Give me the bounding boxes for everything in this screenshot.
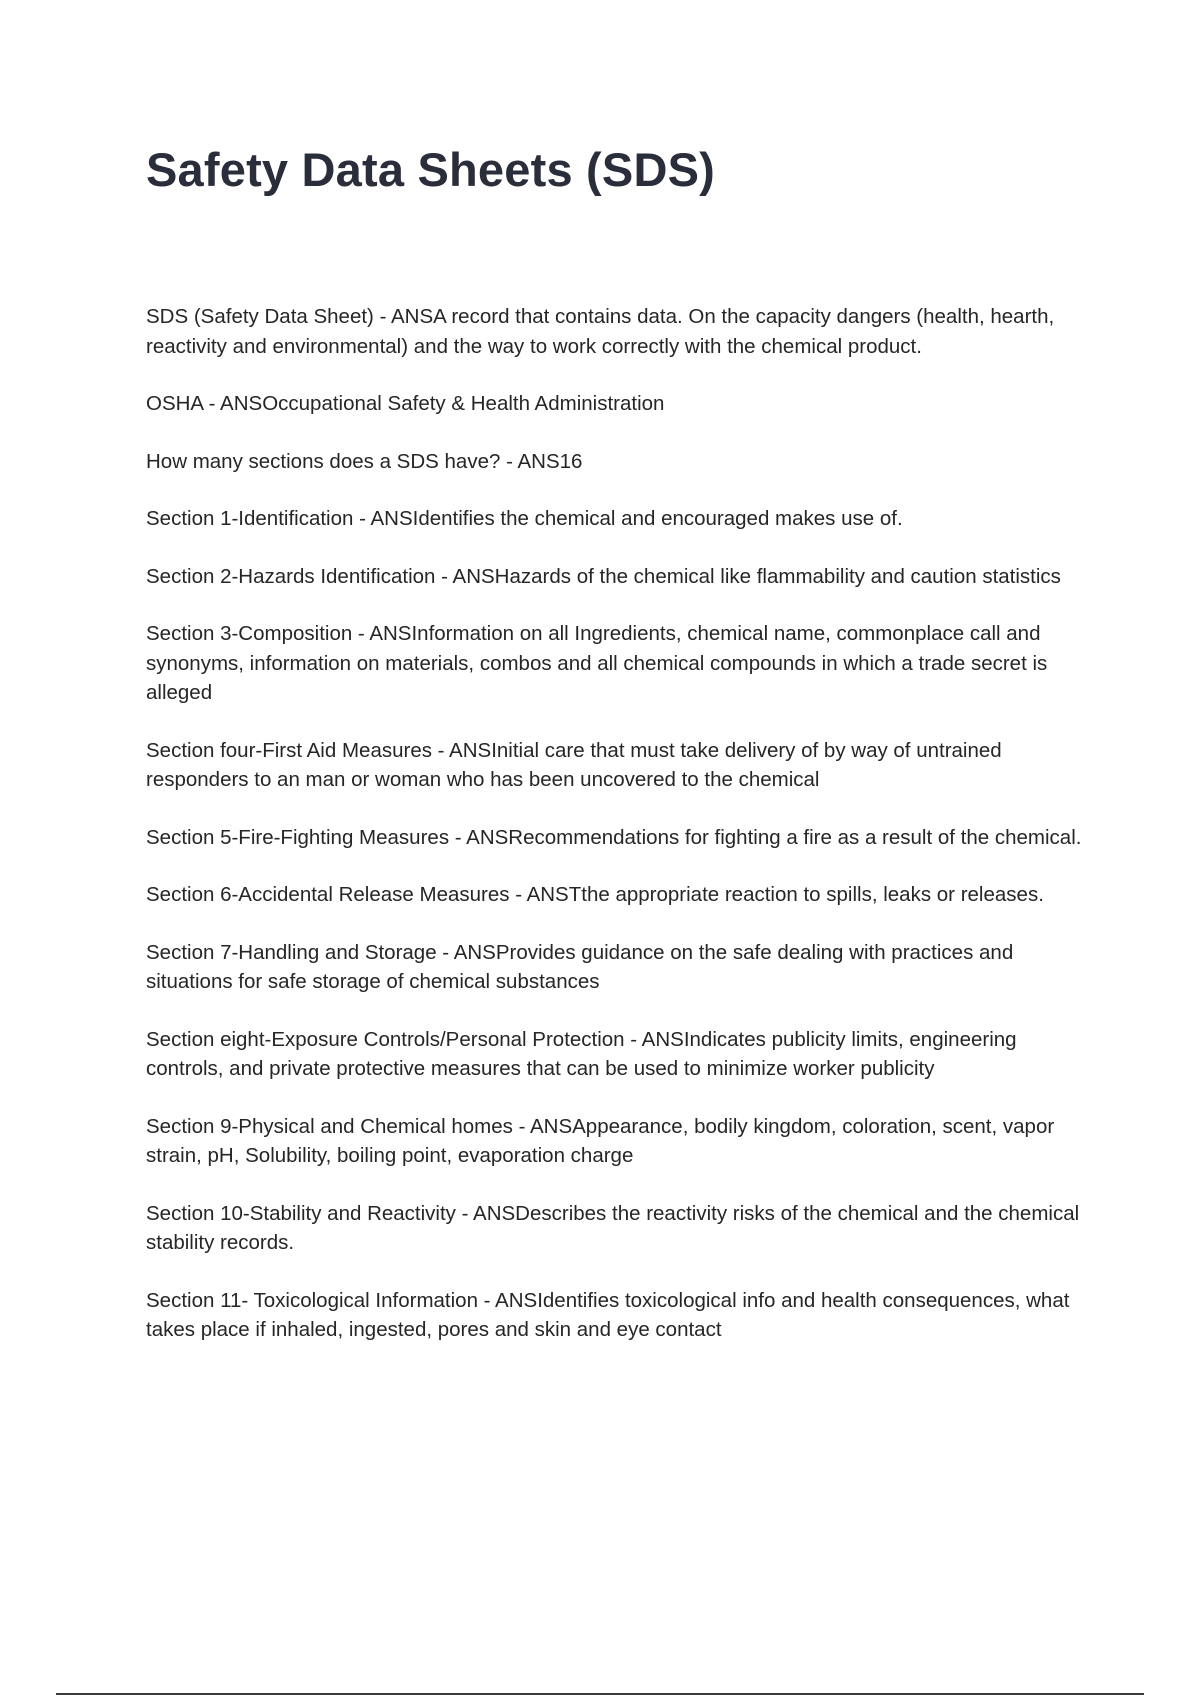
qa-entry: Section 6-Accidental Release Measures - ANSTthe appropriate reaction to spills, leaks or releases.: [146, 883, 1044, 906]
qa-list: [146, 302, 1096, 1373]
qa-entry: Section 3-Composition - ANSInformation on all Ingredients, chemical name, commonplace call and synonyms, information on materials, combos and all chemical compounds in which a trade secret is alleged: [146, 622, 1048, 704]
qa-entry: Section eight-Exposure Controls/Personal Protection - ANSIndicates publicity limits, engineering controls, and private protective measures that can be used to minimize worker publicity: [146, 1027, 1017, 1080]
qa-entry: Section four-First Aid Measures - ANSInitial care that must take delivery of by way of untrained responders to an man or woman who has been uncovered to the chemical: [146, 738, 1002, 791]
qa-entry: SDS (Safety Data Sheet) - ANSA record that contains data. On the capacity dangers (health, hearth, reactivity and environmental) and the way to work correctly with the chemical product.: [146, 305, 1055, 358]
qa-entry: Section 11- Toxicological Information - ANSIdentifies toxicological info and health consequences, what takes place if inhaled, ingested, pores and skin and eye contact: [146, 1288, 1070, 1341]
page-title: Safety Data Sheets (SDS): [146, 143, 715, 196]
qa-entry: Section 5-Fire-Fighting Measures - ANSRecommendations for fighting a fire as a result of the chemical.: [146, 825, 1082, 849]
qa-entry: Section 10-Stability and Reactivity - ANSDescribes the reactivity risks of the chemical and the chemical stability records.: [146, 1201, 1080, 1254]
qa-entry: OSHA - ANSOccupational Safety & Health Administration: [146, 392, 665, 415]
qa-entry: How many sections does a SDS have? - ANS16: [146, 449, 583, 473]
qa-entry: Section 7-Handling and Storage - ANSProvides guidance on the safe dealing with practices and situations for safe storage of chemical substances: [146, 940, 1014, 993]
page-bottom-rule: [56, 1693, 1144, 1695]
qa-entry: Section 9-Physical and Chemical homes - ANSAppearance, bodily kingdom, coloration, scent, vapor strain, pH, Solubility, boiling point, evaporation charge: [146, 1114, 1055, 1167]
qa-entry: Section 1-Identification - ANSIdentifies the chemical and encouraged makes use of.: [146, 507, 903, 530]
qa-entry: Section 2-Hazards Identification - ANSHazards of the chemical like flammability and caution statistics: [146, 564, 1061, 588]
